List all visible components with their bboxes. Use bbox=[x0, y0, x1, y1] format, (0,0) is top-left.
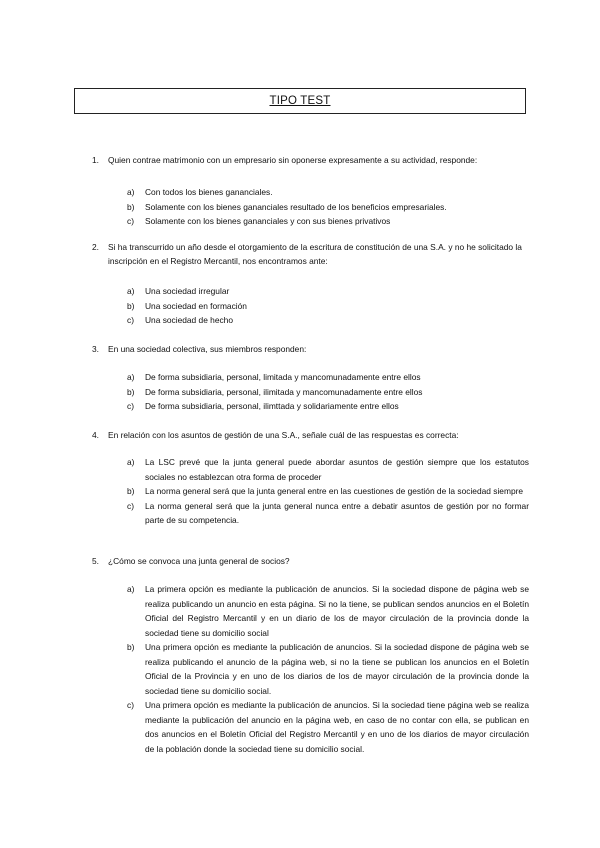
question-3-options bbox=[127, 370, 529, 414]
option-text: Una sociedad en formación bbox=[145, 300, 247, 311]
option-letter: b) bbox=[127, 386, 135, 397]
option-text: Solamente con los bienes gananciales y con sus bienes privativos bbox=[145, 216, 391, 226]
title-box bbox=[74, 88, 526, 114]
question-4 bbox=[92, 428, 537, 442]
question-text: Si ha transcurrido un año desde el otorgamiento de la escritura de constitución de una S.A. y no he solicitado la inscripción en el Registro Mercantil, nos encontramos ante: bbox=[108, 242, 522, 266]
option-text: Una primera opción es mediante la publicación de anuncios. Si la sociedad dispone de página web se realiza publicando el anuncio de la página web, si no la tiene se publican los anuncios en el Boletín Oficial de la Provincia y en uno de los diarios de los de mayor circulación de la provincia donde la sociedad tiene su domicilio social. bbox=[145, 642, 529, 696]
option-letter: c) bbox=[127, 401, 134, 411]
option-text: De forma subsidiaria, personal, ilimttada y solidariamente entre ellos bbox=[145, 401, 399, 411]
option-b bbox=[127, 640, 529, 698]
option-letter: c) bbox=[127, 315, 134, 325]
option-c bbox=[127, 313, 529, 328]
option-a bbox=[127, 284, 529, 299]
option-text: La primera opción es mediante la publicación de anuncios. Si la sociedad dispone de página web se realiza publicando un anuncio en esta página. Si no la tiene, se publican sendos anuncios en el Boletín Oficial del Registro Mercantil y en un diario de los de mayor circulación de la provincia donde la sociedad tiene su domicilio social bbox=[145, 584, 529, 638]
question-4-options bbox=[127, 455, 529, 528]
question-number: 3. bbox=[92, 344, 99, 354]
question-text: ¿Cómo se convoca una junta general de socios? bbox=[108, 556, 290, 566]
question-number: 2. bbox=[92, 242, 99, 252]
option-text: Con todos los bienes gananciales. bbox=[145, 187, 273, 197]
option-a bbox=[127, 185, 529, 200]
option-text: Solamente con los bienes gananciales resultado de los beneficios empresariales. bbox=[145, 201, 447, 212]
option-text: La LSC prevé que la junta general puede abordar asuntos de gestión siempre que los estatutos sociales no establezcan otra forma de proceder bbox=[145, 457, 529, 482]
question-5 bbox=[92, 554, 537, 568]
option-letter: a) bbox=[127, 286, 135, 296]
option-letter: c) bbox=[127, 700, 134, 710]
option-a bbox=[127, 582, 529, 640]
question-text: En una sociedad colectiva, sus miembros responden: bbox=[108, 344, 307, 354]
option-letter: b) bbox=[127, 201, 135, 212]
option-text: De forma subsidiaria, personal, ilimitada y mancomunadamente entre ellos bbox=[145, 386, 423, 397]
option-a bbox=[127, 455, 529, 484]
question-2 bbox=[92, 240, 537, 268]
question-number: 4. bbox=[92, 430, 99, 440]
option-letter: a) bbox=[127, 187, 135, 197]
question-text: En relación con los asuntos de gestión de una S.A., señale cuál de las respuestas es correcta: bbox=[108, 430, 459, 440]
option-text: Una sociedad de hecho bbox=[145, 315, 234, 325]
option-c bbox=[127, 214, 529, 229]
option-text: La norma general será que la junta general nunca entre a debatir asuntos de gestión por no formar parte de su competencia. bbox=[145, 500, 529, 525]
option-b bbox=[127, 299, 529, 314]
question-3 bbox=[92, 342, 537, 356]
question-number: 5. bbox=[92, 556, 99, 566]
option-letter: a) bbox=[127, 372, 135, 382]
option-letter: c) bbox=[127, 216, 134, 226]
option-c bbox=[127, 399, 529, 414]
option-text: De forma subsidiaria, personal, limitada y mancomunadamente entre ellos bbox=[145, 372, 421, 382]
option-letter: b) bbox=[127, 486, 135, 496]
option-text: Una primera opción es mediante la publicación de anuncios. Si la sociedad tiene página web se realiza mediante la publicación del anuncio en la página web, en caso de no contar con ella, se publican en dos anuncios en el Boletín Oficial del Registro Mercantil y en uno de los diarios de mayor circulación de la población donde la sociedad tiene su domicilio social. bbox=[145, 700, 529, 754]
option-b bbox=[127, 484, 529, 499]
option-a bbox=[127, 370, 529, 385]
option-text: Una sociedad irregular bbox=[145, 286, 230, 296]
option-letter: a) bbox=[127, 584, 135, 594]
option-c bbox=[127, 499, 529, 528]
option-c bbox=[127, 698, 529, 756]
question-text: Quien contrae matrimonio con un empresario sin oponerse expresamente a su actividad, responde: bbox=[108, 155, 478, 165]
question-2-options bbox=[127, 284, 529, 328]
option-b bbox=[127, 200, 529, 215]
option-letter: c) bbox=[127, 500, 134, 511]
page-title: TIPO TEST bbox=[269, 95, 331, 107]
option-letter: b) bbox=[127, 300, 135, 311]
option-b bbox=[127, 385, 529, 400]
question-number: 1. bbox=[92, 155, 99, 165]
option-letter: a) bbox=[127, 457, 135, 467]
question-1-options bbox=[127, 185, 529, 229]
option-letter: b) bbox=[127, 642, 135, 652]
question-5-options bbox=[127, 582, 529, 756]
option-text: La norma general será que la junta general entre en las cuestiones de gestión de la sociedad siempre bbox=[145, 486, 524, 496]
question-1 bbox=[92, 153, 537, 167]
